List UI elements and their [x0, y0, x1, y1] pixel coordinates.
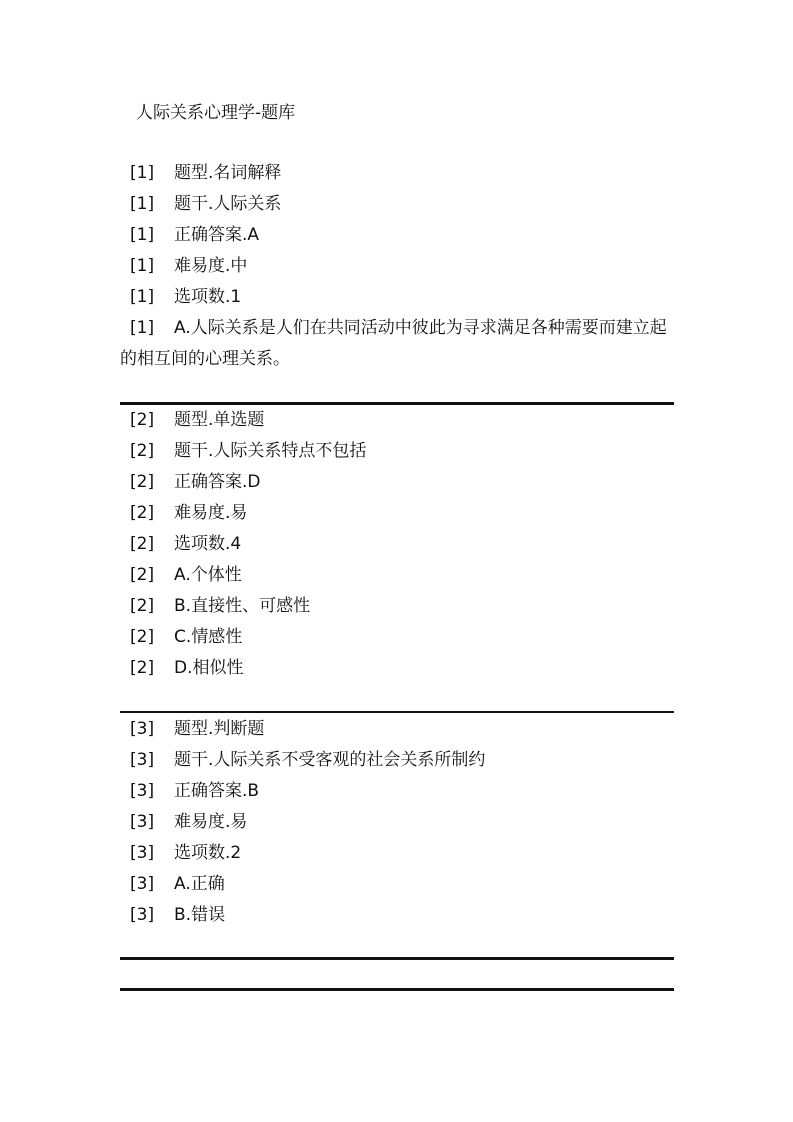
q1-difficulty: 难易度.中 [174, 256, 248, 276]
question-1 [120, 158, 674, 375]
q1-answer: 正确答案.A [174, 225, 260, 245]
q1-option-count: 选项数.1 [174, 287, 242, 307]
q1-type-line [120, 158, 674, 189]
q2-number: [2] [130, 410, 155, 430]
q2-stem: 题干.人际关系特点不包括 [174, 441, 367, 461]
q2-option-a-line [120, 560, 674, 591]
q2-number: [2] [130, 658, 155, 678]
q2-number: [2] [130, 472, 155, 492]
q1-number: [1] [130, 287, 155, 307]
q2-answer: 正确答案.D [174, 472, 261, 492]
q1-option-count-line [120, 282, 674, 313]
q3-number: [3] [130, 719, 155, 739]
q3-difficulty: 难易度.易 [174, 812, 248, 832]
q2-type-line [120, 405, 674, 436]
q2-option-b: B.直接性、可感性 [174, 596, 311, 616]
question-2 [120, 405, 674, 684]
q1-answer-line [120, 220, 674, 251]
q1-number: [1] [130, 163, 155, 183]
q2-option-b-line [120, 591, 674, 622]
q3-option-b-line [120, 900, 674, 931]
q3-difficulty-line [120, 807, 674, 838]
q3-stem: 题干.人际关系不受客观的社会关系所制约 [174, 750, 486, 770]
q2-option-d: D.相似性 [174, 658, 244, 678]
q1-number: [1] [130, 194, 155, 214]
q3-option-a-line [120, 869, 674, 900]
page-title: 人际关系心理学-题库 [136, 103, 296, 123]
q3-number: [3] [130, 874, 155, 894]
q2-number: [2] [130, 441, 155, 461]
q2-number: [2] [130, 503, 155, 523]
q1-stem-line [120, 189, 674, 220]
divider-2 [120, 711, 674, 713]
q3-option-count: 选项数.2 [174, 843, 242, 863]
q1-number: [1] [130, 225, 155, 245]
q1-option-a-line [120, 313, 674, 375]
q2-number: [2] [130, 627, 155, 647]
q2-type: 题型.单选题 [174, 410, 265, 430]
divider-4 [120, 988, 674, 991]
q2-difficulty: 难易度.易 [174, 503, 248, 523]
q3-type: 题型.判断题 [174, 719, 265, 739]
q3-answer: 正确答案.B [174, 781, 260, 801]
q2-option-a: A.个体性 [174, 565, 242, 585]
q3-number: [3] [130, 781, 155, 801]
q2-answer-line [120, 467, 674, 498]
q1-number: [1] [130, 318, 155, 338]
q2-number: [2] [130, 596, 155, 616]
q1-number: [1] [130, 256, 155, 276]
q3-number: [3] [130, 905, 155, 925]
q2-option-c: C.情感性 [174, 627, 243, 647]
q1-option-a: A.人际关系是人们在共同活动中彼此为寻求满足各种需要而建立起的相互间的心理关系。 [120, 318, 667, 369]
q2-option-d-line [120, 653, 674, 684]
q2-number: [2] [130, 565, 155, 585]
q1-type: 题型.名词解释 [174, 163, 282, 183]
q3-number: [3] [130, 843, 155, 863]
q2-option-count: 选项数.4 [174, 534, 242, 554]
q3-answer-line [120, 776, 674, 807]
divider-3 [120, 957, 674, 960]
q1-difficulty-line [120, 251, 674, 282]
question-3 [120, 714, 674, 931]
q3-number: [3] [130, 812, 155, 832]
q3-stem-line [120, 745, 674, 776]
q2-option-c-line [120, 622, 674, 653]
q1-stem: 题干.人际关系 [174, 194, 282, 214]
q2-difficulty-line [120, 498, 674, 529]
q2-stem-line [120, 436, 674, 467]
q3-option-a: A.正确 [174, 874, 225, 894]
q3-number: [3] [130, 750, 155, 770]
q3-type-line [120, 714, 674, 745]
q2-option-count-line [120, 529, 674, 560]
q3-option-b: B.错误 [174, 905, 226, 925]
q2-number: [2] [130, 534, 155, 554]
q3-option-count-line [120, 838, 674, 869]
